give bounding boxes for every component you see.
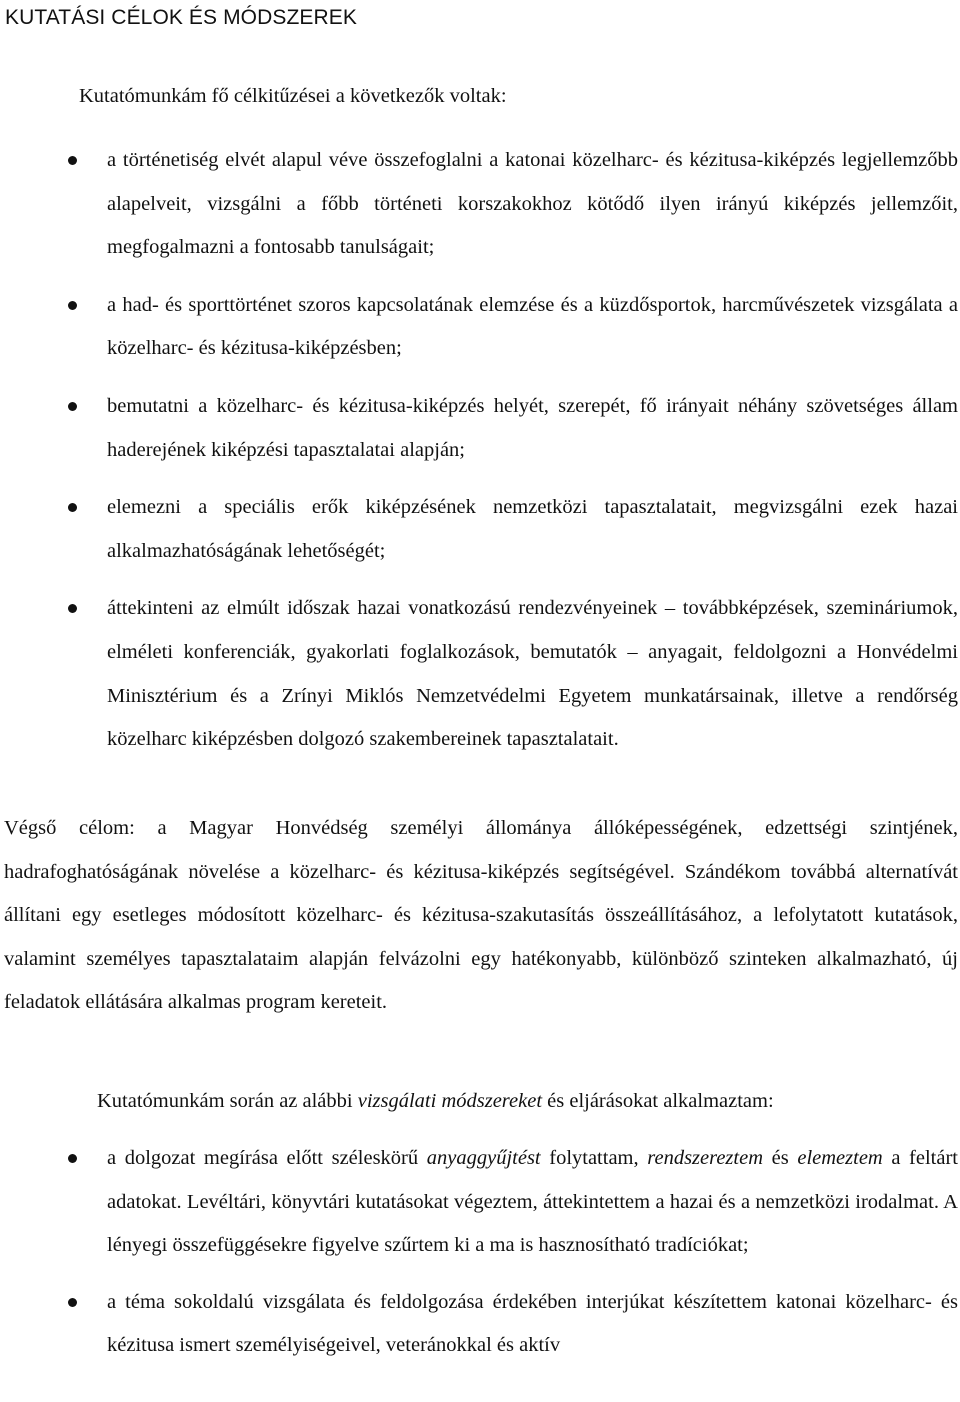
goal-text: áttekinteni az elmúlt időszak hazai vonatkozású rendezvényeinek – továbbképzések, szemináriumok, elméleti konferenciák, gyakorlati foglalkozások, bemutatók – anyagait, feldolgozni a Honvédelmi Minisztérium és a Zrínyi Miklós Nemzetvédelmi Egyetem munkatársainak, illetve a rendőrség közelharc kiképzésben dolgozó szakembereinek tapasztalatait. (107, 597, 958, 751)
method-text (107, 1147, 958, 1256)
method-text-part: a feltárt adatokat. Levéltári, könyvtári kutatásokat végeztem, áttekintettem a hazai és a nemzetközi irodalmat. A lényegi összefüggésekre figyelve szűrtem ki a ma is hasznosítható tradíciókat; (107, 1147, 958, 1257)
final-goal-paragraph: Végső célom: a Magyar Honvédség személyi állománya állóképességének, edzettségi szintjének, hadrafoghatóságának növelése a közelharc- és kézitusa-kiképzés segítségével. Szándékom továbbá alternatívát állítani egy esetleges módosított közelharc- és kézitusa-szakutasítás összeállításához, a lefolytatott kutatások, valamint személyes tapasztalataim alapján felvázolni egy hatékonyabb, különböző szinteken alkalmazható, új feladatok ellátására alkalmas program kereteit. (4, 817, 958, 1014)
list-item (0, 1137, 958, 1268)
bullet-icon (68, 1154, 77, 1163)
goal-text: elemezni a speciális erők kiképzésének nemzetközi tapasztalatait, megvizsgálni ezek hazai alkalmazhatóságának lehetőségét; (107, 496, 958, 562)
method-text-emphasis: anyaggyűjtést (426, 1147, 541, 1169)
goal-text: bemutatni a közelharc- és kézitusa-kiképzés helyét, szerepét, fő irányait néhány szövetséges állam haderejének kiképzési tapasztalatai alapján; (107, 394, 958, 461)
list-item (0, 139, 958, 270)
list-item (0, 587, 958, 761)
method-text: a téma sokoldalú vizsgálata és feldolgozása érdekében interjúkat készítettem katonai közelharc- és kézitusa ismert személyiségeivel, veteránokkal és aktív (107, 1290, 958, 1357)
section-heading: KUTATÁSI CÉLOK ÉS MÓDSZEREK (5, 6, 357, 29)
bullet-icon (68, 503, 77, 512)
bullet-icon (68, 1298, 77, 1307)
methods-intro-text: Kutatómunkám során az alábbi (97, 1090, 358, 1112)
list-item (0, 486, 958, 573)
bullet-icon (68, 402, 77, 411)
bullet-icon (68, 301, 77, 310)
list-item (0, 385, 958, 472)
goal-text: a had- és sporttörténet szoros kapcsolatának elemzése és a küzdősportok, harcművészetek vizsgálata a közelharc- és kézitusa-kiképzésben; (107, 293, 958, 360)
goals-intro: Kutatómunkám fő célkitűzései a következők voltak: (79, 85, 507, 107)
list-item (0, 1281, 958, 1368)
methods-intro (97, 1080, 774, 1124)
goals-list (0, 139, 960, 762)
methods-list (0, 1137, 960, 1368)
goal-text: a történetiség elvét alapul véve összefoglalni a katonai közelharc- és kézitusa-kiképzés legjellemzőbb alapelveit, vizsgálni a főbb történeti korszakokhoz kötődő ilyen irányú kiképzés jellemzőit, megfogalmazni a fontosabb tanulságait; (107, 149, 958, 259)
method-text-part: a dolgozat megírása előtt széleskörű (107, 1147, 427, 1169)
method-text-emphasis: rendszereztem (647, 1147, 764, 1169)
method-text-emphasis: elemeztem (797, 1147, 883, 1169)
bullet-icon (68, 156, 77, 165)
methods-intro-text-end: és eljárásokat alkalmaztam: (542, 1090, 774, 1112)
methods-intro-emphasis: vizsgálati módszereket (357, 1090, 543, 1112)
list-item (0, 284, 958, 371)
bullet-icon (68, 604, 77, 613)
method-text-part: és (763, 1147, 798, 1169)
method-text-part: folytattam, (540, 1147, 648, 1169)
